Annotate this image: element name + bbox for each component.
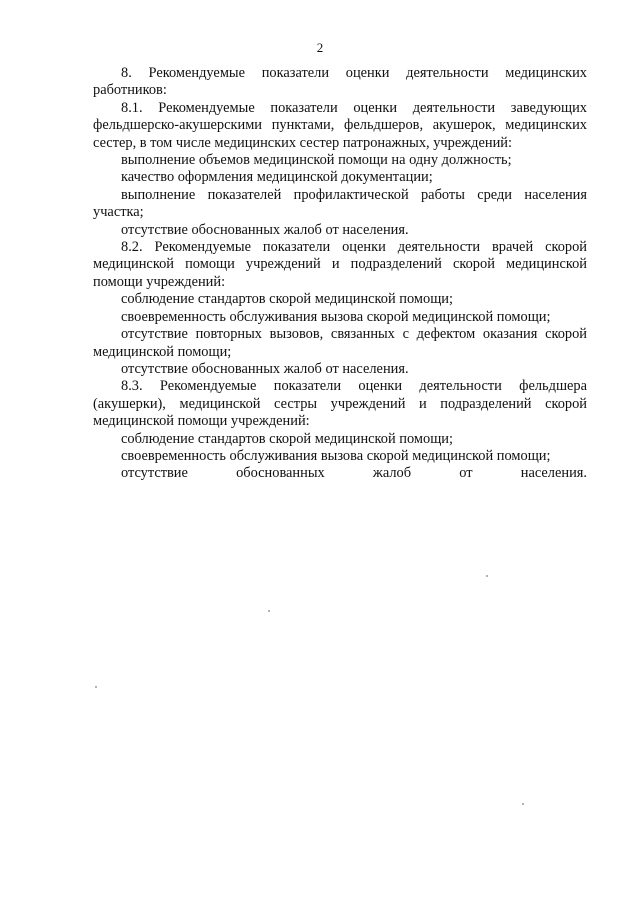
list-item: выполнение объемов медицинской помощи на одну должность;	[121, 152, 512, 169]
heading-section-8: 8. Рекомендуемые показатели оценки деятельности медицинских работников:	[93, 65, 587, 99]
page-number: 2	[316, 40, 324, 55]
heading-section-8-1: 8.1. Рекомендуемые показатели оценки деятельности заведующих фельдшерско-акушерскими пунктами, фельдшеров, акушерок, медицинских сестер, в том числе медицинских сестер патронажных, учреждений:	[93, 99, 587, 151]
document-body	[93, 65, 587, 483]
list-item: выполнение показателей профилактической работы среди населения участка;	[93, 186, 587, 221]
heading-section-8-2: 8.2. Рекомендуемые показатели оценки деятельности врачей скорой медицинской помощи учреждений и подразделений скорой медицинской помощи учреждений:	[93, 239, 587, 290]
scan-speck	[95, 686, 97, 688]
list-item: своевременность обслуживания вызова скорой медицинской помощи;	[121, 447, 551, 464]
list-item: соблюдение стандартов скорой медицинской помощи;	[121, 430, 453, 447]
list-item: отсутствие повторных вызовов, связанных с дефектом оказания скорой медицинской помощи;	[93, 326, 587, 360]
list-item: отсутствие обоснованных жалоб от населения.	[121, 221, 409, 238]
list-item: своевременность обслуживания вызова скорой медицинской помощи;	[121, 308, 551, 325]
list-item: качество оформления медицинской документации;	[121, 169, 433, 186]
list-item: отсутствие обоснованных жалоб от населения.	[121, 465, 587, 482]
heading-section-8-3: 8.3. Рекомендуемые показатели оценки деятельности фельдшера (акушерки), медицинской сестры учреждений и подразделений скорой медицинской помощи учреждений:	[93, 378, 587, 430]
list-item: соблюдение стандартов скорой медицинской помощи;	[121, 291, 453, 308]
list-item: отсутствие обоснованных жалоб от населения.	[121, 360, 409, 377]
scan-speck	[522, 803, 524, 805]
scan-speck	[268, 610, 270, 612]
scan-speck	[486, 575, 488, 577]
